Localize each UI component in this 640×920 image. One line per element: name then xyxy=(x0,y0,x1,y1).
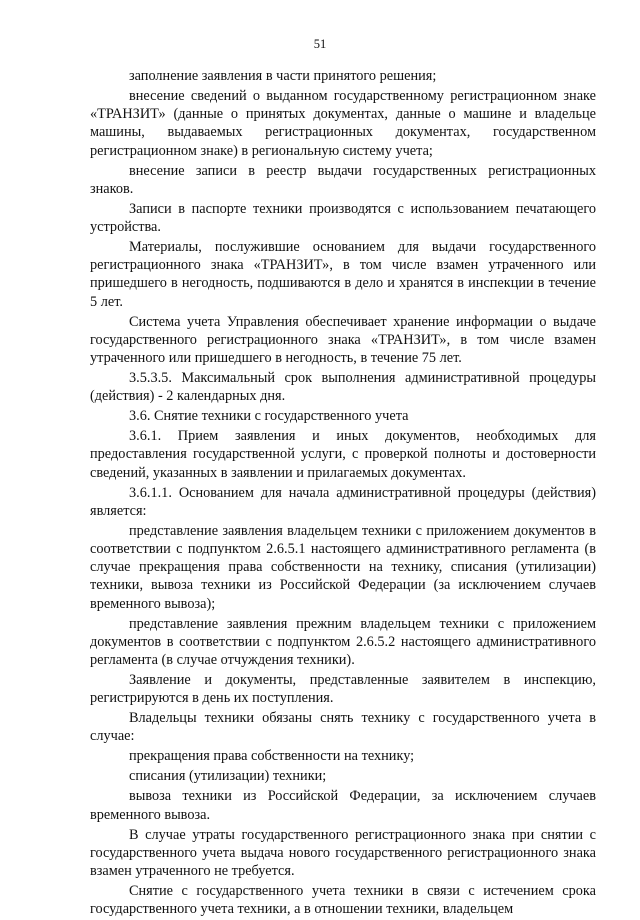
list-item: списания (утилизации) техники; xyxy=(129,768,327,785)
list-item: вывоза техники из Российской Федерации, за исключением случаев временного вывоза. xyxy=(90,788,596,823)
paragraph: Заявление и документы, представленные заявителем в инспекцию, регистрируются в день их поступления. xyxy=(90,672,596,707)
section-heading: 3.6. Снятие техники с государственного учета xyxy=(129,408,409,425)
paragraph: Записи в паспорте техники производятся с использованием печатающего устройства. xyxy=(90,200,596,236)
paragraph: представление заявления прежним владельцем техники с приложением документов в соответствии с подпунктом 2.6.5.2 настоящего административного регламента (в случае отчуждения техники). xyxy=(90,615,596,669)
paragraph: Владельцы техники обязаны снять технику с государственного учета в случае: xyxy=(90,710,596,745)
page-number: 51 xyxy=(313,37,327,51)
paragraph: Материалы, послужившие основанием для выдачи государственного регистрационного знака «ТРАНЗИТ», в том числе взамен утраченного или пришедшего в негодность, подшиваются в дело и хранятся в инспекции в течение 5 лет. xyxy=(90,239,596,310)
paragraph: внесение записи в реестр выдачи государственных регистрационных знаков. xyxy=(90,162,596,197)
paragraph: представление заявления владельцем техники с приложением документов в соответствии с подпунктом 2.6.5.1 настоящего административного регламента (в случае прекращения права собственности на технику, списания (утилизации) техники, вывоза техники из Российской Федерации (за исключением случаев временного вывоза); xyxy=(90,522,596,612)
paragraph: 3.5.3.5. Максимальный срок выполнения административной процедуры (действия) - 2 календарных дня. xyxy=(90,370,596,405)
paragraph: заполнение заявления в части принятого решения; xyxy=(129,68,437,84)
document-body xyxy=(90,67,596,920)
paragraph: 3.6.1.1. Основанием для начала административной процедуры (действия) является: xyxy=(90,484,596,519)
paragraph: В случае утраты государственного регистрационного знака при снятии с государственного учета выдача нового государственного регистрационного знака взамен утраченного не требуется. xyxy=(90,826,596,880)
paragraph: Система учета Управления обеспечивает хранение информации о выдаче государственного регистрационного знака «ТРАНЗИТ», в том числе взамен утраченного или пришедшего в негодность, в течение 75 лет. xyxy=(90,313,596,367)
paragraph: 3.6.1. Прием заявления и иных документов, необходимых для предоставления государственной услуги, с проверкой полноты и достоверности сведений, указанных в заявлении и прилагаемых документах. xyxy=(90,428,596,481)
paragraph: Снятие с государственного учета техники в связи с истечением срока государственного учета техники, а в отношении техники, владельцем xyxy=(90,883,596,918)
list-item: прекращения права собственности на технику; xyxy=(129,748,415,765)
paragraph: внесение сведений о выданном государственному регистрационном знаке «ТРАНЗИТ» (данные о принятых документах, данные о машине и владельце машины, выдаваемых регистрационных документах, государственном регистрационном знаке) в региональную систему учета; xyxy=(90,88,596,159)
